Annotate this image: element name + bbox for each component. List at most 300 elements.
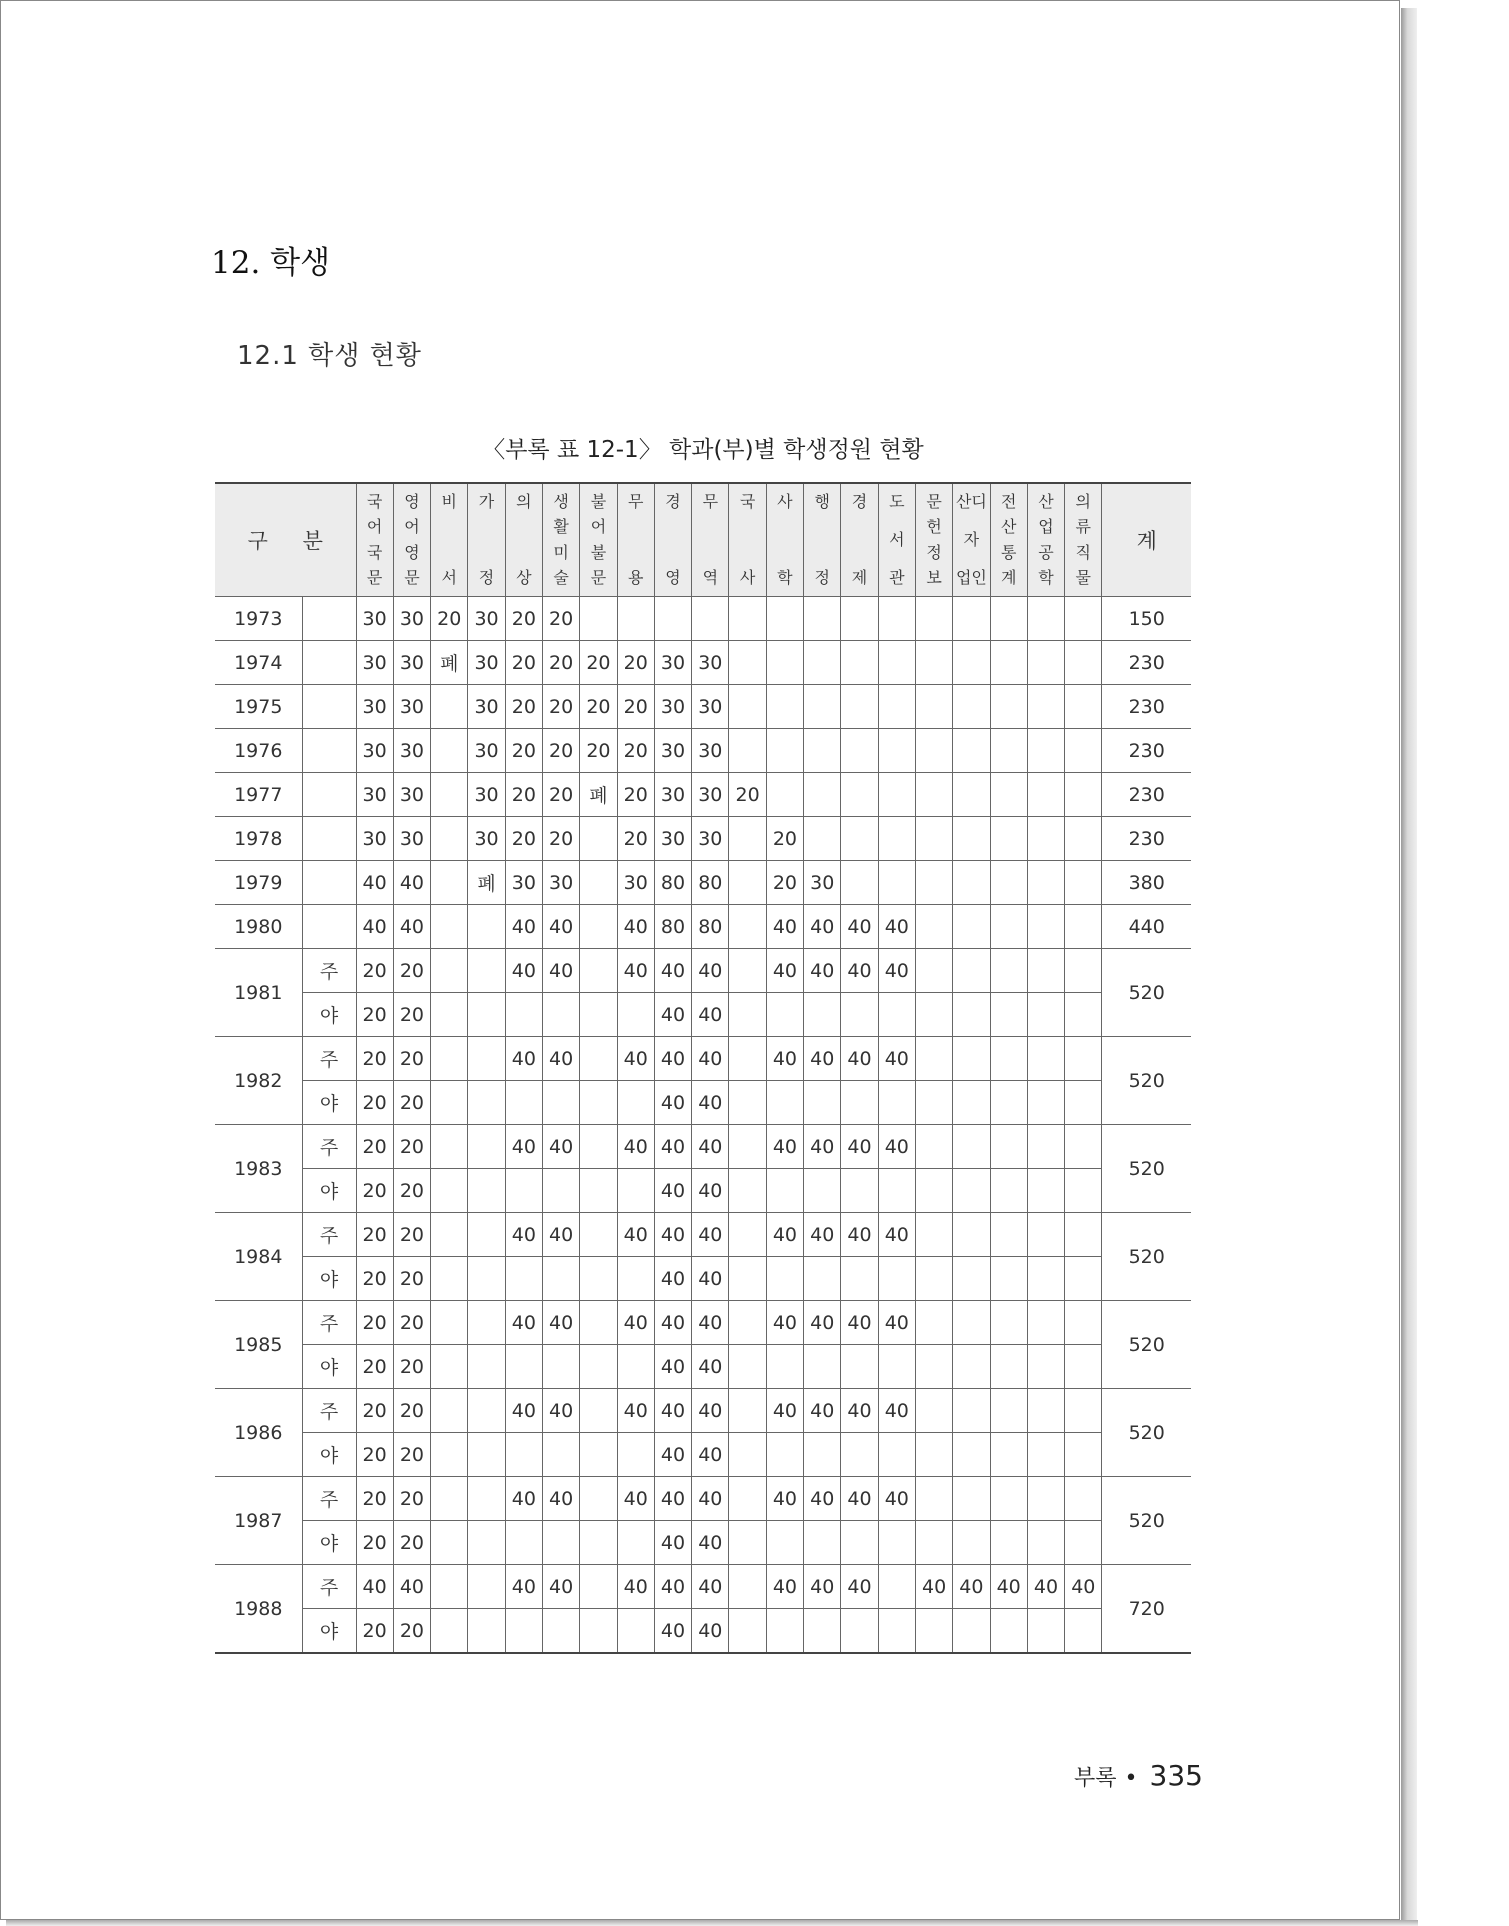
quota-cell	[1027, 861, 1064, 905]
quota-cell: 40	[692, 1521, 729, 1565]
header-dept	[841, 483, 878, 597]
header-dept-char: 사	[739, 568, 756, 587]
quota-cell	[580, 861, 617, 905]
quota-cell	[1027, 1345, 1064, 1389]
quota-cell: 40	[692, 1477, 729, 1521]
quota-cell: 40	[692, 1037, 729, 1081]
header-total: 계	[1102, 483, 1191, 597]
quota-cell	[990, 817, 1027, 861]
quota-cell: 40	[654, 1565, 691, 1609]
quota-cell	[915, 1169, 952, 1213]
quota-cell: 40	[692, 1257, 729, 1301]
quota-cell	[617, 1609, 654, 1654]
table-row	[215, 905, 1191, 949]
quota-cell: 30	[654, 817, 691, 861]
total-cell: 520	[1102, 949, 1191, 1037]
quota-cell	[1065, 1169, 1102, 1213]
quota-cell: 30	[468, 685, 505, 729]
quota-cell: 30	[393, 685, 430, 729]
session-cell	[302, 861, 356, 905]
quota-cell: 40	[542, 1037, 579, 1081]
quota-cell: 30	[356, 641, 393, 685]
quota-cell	[990, 1389, 1027, 1433]
quota-cell	[990, 1213, 1027, 1257]
quota-cell	[468, 905, 505, 949]
session-cell: 주	[302, 1477, 356, 1521]
quota-cell: 20	[393, 1257, 430, 1301]
header-dept-char: 무	[627, 492, 644, 511]
quota-cell	[580, 905, 617, 949]
quota-cell	[915, 773, 952, 817]
quota-cell: 20	[393, 1213, 430, 1257]
total-cell: 230	[1102, 773, 1191, 817]
quota-cell: 40	[542, 1301, 579, 1345]
quota-cell: 20	[393, 1389, 430, 1433]
quota-cell: 40	[841, 1389, 878, 1433]
header-dept-char: 국	[366, 492, 383, 511]
quota-cell	[729, 685, 766, 729]
quota-cell	[729, 861, 766, 905]
quota-cell: 40	[654, 1081, 691, 1125]
total-cell: 230	[1102, 729, 1191, 773]
quota-cell	[878, 993, 915, 1037]
quota-cell: 40	[766, 949, 803, 993]
quota-cell	[431, 729, 468, 773]
quota-cell	[654, 597, 691, 641]
quota-cell: 30	[468, 773, 505, 817]
quota-cell: 40	[393, 861, 430, 905]
quota-cell	[580, 949, 617, 993]
quota-cell	[431, 1301, 468, 1345]
table-row	[215, 1257, 1191, 1301]
quota-cell	[915, 1433, 952, 1477]
quota-cell: 40	[654, 1257, 691, 1301]
footer-label: 부록	[1074, 1766, 1117, 1791]
quota-cell: 40	[766, 1565, 803, 1609]
quota-cell: 30	[356, 773, 393, 817]
quota-cell	[1027, 597, 1064, 641]
quota-cell	[431, 1169, 468, 1213]
table-row	[215, 1565, 1191, 1609]
quota-cell	[1027, 1477, 1064, 1521]
header-dept-char: 관	[889, 568, 905, 587]
year-cell: 1982	[215, 1037, 302, 1125]
quota-cell: 40	[692, 1213, 729, 1257]
quota-cell: 40	[841, 1301, 878, 1345]
total-cell: 520	[1102, 1301, 1191, 1389]
quota-cell	[841, 1433, 878, 1477]
session-cell	[302, 817, 356, 861]
quota-cell	[990, 1609, 1027, 1654]
quota-cell	[1065, 1521, 1102, 1565]
table-row	[215, 773, 1191, 817]
quota-cell: 40	[617, 1477, 654, 1521]
year-cell: 1978	[215, 817, 302, 861]
quota-cell	[431, 993, 468, 1037]
quota-cell: 40	[766, 1389, 803, 1433]
quota-cell	[542, 1609, 579, 1654]
quota-cell: 30	[393, 597, 430, 641]
quota-cell: 40	[505, 1125, 542, 1169]
year-cell: 1973	[215, 597, 302, 641]
session-cell: 주	[302, 1389, 356, 1433]
quota-cell: 40	[1027, 1565, 1064, 1609]
quota-cell: 40	[766, 1125, 803, 1169]
quota-cell: 20	[356, 1081, 393, 1125]
quota-cell: 20	[542, 773, 579, 817]
quota-cell	[1065, 1389, 1102, 1433]
quota-cell: 20	[617, 773, 654, 817]
quota-cell: 40	[841, 905, 878, 949]
quota-cell	[804, 817, 841, 861]
session-cell: 야	[302, 1345, 356, 1389]
quota-cell	[729, 1125, 766, 1169]
header-dept	[617, 483, 654, 597]
header-dept-char: 역	[702, 568, 719, 587]
quota-cell	[766, 993, 803, 1037]
table-row	[215, 1169, 1191, 1213]
header-dept-char: 상	[516, 568, 532, 587]
quota-cell: 30	[692, 773, 729, 817]
quota-cell	[542, 993, 579, 1037]
header-dept	[356, 483, 393, 597]
year-cell: 1975	[215, 685, 302, 729]
quota-cell	[990, 1345, 1027, 1389]
quota-cell: 20	[356, 1433, 393, 1477]
quota-cell: 40	[804, 1301, 841, 1345]
quota-cell: 폐	[468, 861, 505, 905]
total-cell: 230	[1102, 817, 1191, 861]
quota-cell	[505, 1609, 542, 1654]
quota-cell: 40	[692, 1389, 729, 1433]
header-dept-char: 서	[889, 530, 905, 549]
quota-cell	[841, 1521, 878, 1565]
quota-cell	[468, 1037, 505, 1081]
quota-cell	[729, 1345, 766, 1389]
quota-cell	[878, 1345, 915, 1389]
header-dept-char: 용	[627, 568, 644, 587]
student-quota-table	[215, 482, 1191, 1654]
quota-cell: 40	[841, 1565, 878, 1609]
quota-cell	[804, 1081, 841, 1125]
quota-cell	[953, 773, 990, 817]
header-dept-char: 전	[1000, 492, 1017, 511]
quota-cell	[990, 1257, 1027, 1301]
quota-cell: 20	[505, 729, 542, 773]
table-caption: 〈부록 표 12-1〉 학과(부)별 학생정원 현황	[482, 437, 924, 463]
quota-cell	[953, 905, 990, 949]
table-row	[215, 1389, 1191, 1433]
quota-cell	[505, 1081, 542, 1125]
quota-cell	[804, 993, 841, 1037]
quota-cell	[431, 1521, 468, 1565]
header-dept-char: 문	[366, 567, 383, 587]
year-cell: 1979	[215, 861, 302, 905]
header-dept-char: 국	[366, 542, 383, 562]
quota-cell	[953, 1125, 990, 1169]
table-row	[215, 1301, 1191, 1345]
quota-cell: 40	[505, 1037, 542, 1081]
header-dept-char: 헌	[926, 517, 942, 537]
quota-cell	[1027, 1257, 1064, 1301]
quota-cell	[729, 1565, 766, 1609]
quota-cell: 30	[468, 641, 505, 685]
quota-cell: 20	[542, 641, 579, 685]
quota-cell: 40	[654, 949, 691, 993]
year-cell: 1987	[215, 1477, 302, 1565]
header-dept-char: 무	[702, 492, 719, 511]
quota-cell	[915, 1389, 952, 1433]
quota-cell	[431, 1213, 468, 1257]
quota-cell	[1065, 817, 1102, 861]
quota-cell	[580, 1301, 617, 1345]
session-cell	[302, 597, 356, 641]
quota-cell	[505, 993, 542, 1037]
quota-cell: 30	[692, 729, 729, 773]
quota-cell: 40	[841, 1125, 878, 1169]
header-dept-char: 불	[590, 492, 607, 511]
quota-cell: 40	[804, 1213, 841, 1257]
session-cell	[302, 773, 356, 817]
quota-cell: 20	[505, 773, 542, 817]
header-dept-char: 정	[478, 568, 495, 587]
quota-cell: 40	[878, 1477, 915, 1521]
total-cell: 440	[1102, 905, 1191, 949]
header-dept-char: 문	[590, 567, 607, 587]
quota-cell	[841, 1081, 878, 1125]
quota-cell: 40	[878, 1301, 915, 1345]
quota-cell: 20	[766, 861, 803, 905]
quota-cell: 40	[953, 1565, 990, 1609]
quota-cell: 40	[542, 1125, 579, 1169]
quota-cell: 40	[654, 1301, 691, 1345]
quota-cell: 30	[692, 641, 729, 685]
quota-cell	[729, 1389, 766, 1433]
quota-cell: 40	[505, 1213, 542, 1257]
quota-cell	[1027, 1125, 1064, 1169]
quota-cell	[953, 1345, 990, 1389]
quota-cell	[915, 1257, 952, 1301]
table-row	[215, 1081, 1191, 1125]
table-row	[215, 949, 1191, 993]
quota-cell	[580, 1345, 617, 1389]
table-row	[215, 1521, 1191, 1565]
quota-cell: 40	[617, 949, 654, 993]
header-dept-char: 활	[553, 517, 569, 537]
header-dept	[505, 483, 542, 597]
year-cell: 1986	[215, 1389, 302, 1477]
session-cell: 야	[302, 1257, 356, 1301]
quota-cell: 20	[542, 729, 579, 773]
session-cell: 야	[302, 1609, 356, 1654]
quota-cell	[990, 729, 1027, 773]
quota-cell: 40	[692, 1609, 729, 1654]
quota-cell	[729, 1521, 766, 1565]
total-cell: 520	[1102, 1037, 1191, 1125]
quota-cell: 40	[617, 1037, 654, 1081]
quota-cell	[1065, 905, 1102, 949]
session-cell: 야	[302, 1169, 356, 1213]
quota-cell	[505, 1345, 542, 1389]
quota-cell: 20	[617, 641, 654, 685]
quota-cell	[953, 949, 990, 993]
quota-cell	[729, 817, 766, 861]
quota-cell	[729, 1433, 766, 1477]
quota-cell	[580, 1081, 617, 1125]
year-cell: 1988	[215, 1565, 302, 1654]
quota-cell: 40	[505, 1301, 542, 1345]
page-edge-shadow	[1401, 8, 1417, 1922]
quota-cell	[953, 1433, 990, 1477]
quota-cell	[1027, 641, 1064, 685]
quota-cell	[804, 685, 841, 729]
quota-cell: 폐	[580, 773, 617, 817]
quota-cell: 30	[692, 817, 729, 861]
header-dept	[692, 483, 729, 597]
quota-cell: 40	[356, 905, 393, 949]
header-dept-char: 어	[404, 517, 420, 537]
quota-cell	[915, 861, 952, 905]
quota-cell: 40	[542, 949, 579, 993]
quota-cell: 30	[542, 861, 579, 905]
header-dept-char: 영	[404, 542, 420, 562]
quota-cell	[431, 1389, 468, 1433]
quota-cell: 20	[393, 1301, 430, 1345]
quota-cell	[692, 597, 729, 641]
quota-cell: 20	[356, 1609, 393, 1654]
quota-cell	[766, 1081, 803, 1125]
header-dept-char: 문	[404, 567, 420, 587]
table-row	[215, 1213, 1191, 1257]
quota-cell	[915, 641, 952, 685]
header-dept-char: 영	[665, 568, 681, 587]
quota-cell: 30	[393, 641, 430, 685]
quota-cell: 20	[393, 993, 430, 1037]
quota-cell	[580, 817, 617, 861]
year-cell: 1984	[215, 1213, 302, 1301]
table-body	[215, 597, 1191, 1654]
quota-cell	[766, 1169, 803, 1213]
quota-cell	[1065, 993, 1102, 1037]
quota-cell	[953, 1477, 990, 1521]
quota-cell: 20	[580, 729, 617, 773]
quota-cell: 40	[654, 1433, 691, 1477]
quota-cell	[990, 1125, 1027, 1169]
quota-cell	[953, 685, 990, 729]
quota-cell	[953, 1301, 990, 1345]
quota-cell: 40	[654, 1169, 691, 1213]
quota-cell	[953, 1257, 990, 1301]
quota-cell: 40	[692, 1301, 729, 1345]
header-dept	[468, 483, 505, 597]
quota-cell: 20	[356, 1257, 393, 1301]
section-title: 12.1 학생 현황	[237, 341, 422, 371]
quota-cell	[1065, 641, 1102, 685]
header-dept	[804, 483, 841, 597]
total-cell: 520	[1102, 1125, 1191, 1213]
quota-cell	[1065, 1213, 1102, 1257]
quota-cell	[617, 1433, 654, 1477]
quota-cell	[1065, 1301, 1102, 1345]
quota-cell: 40	[692, 949, 729, 993]
quota-cell	[431, 1037, 468, 1081]
quota-cell	[990, 949, 1027, 993]
header-dept-char: 생	[553, 492, 569, 511]
quota-cell	[729, 729, 766, 773]
quota-cell	[804, 1345, 841, 1389]
table-row	[215, 729, 1191, 773]
header-dept	[729, 483, 766, 597]
quota-cell: 80	[654, 861, 691, 905]
quota-cell	[617, 1521, 654, 1565]
quota-cell: 20	[505, 817, 542, 861]
quota-cell	[729, 1213, 766, 1257]
quota-cell	[915, 1213, 952, 1257]
quota-cell: 40	[878, 1213, 915, 1257]
quota-cell: 40	[542, 1389, 579, 1433]
quota-cell: 40	[878, 1389, 915, 1433]
quota-cell	[580, 993, 617, 1037]
quota-cell	[729, 1257, 766, 1301]
year-cell: 1976	[215, 729, 302, 773]
header-dept-char: 정	[814, 568, 830, 587]
quota-cell: 20	[505, 597, 542, 641]
quota-cell	[841, 861, 878, 905]
header-dept-char: 서	[441, 568, 457, 587]
quota-cell	[915, 1081, 952, 1125]
quota-cell	[1027, 685, 1064, 729]
quota-cell: 30	[356, 597, 393, 641]
quota-cell	[953, 861, 990, 905]
quota-cell: 40	[542, 1213, 579, 1257]
header-dept-char: 산디	[955, 492, 987, 511]
quota-cell	[468, 1125, 505, 1169]
quota-cell: 40	[654, 993, 691, 1037]
quota-cell	[1027, 949, 1064, 993]
quota-cell: 40	[878, 905, 915, 949]
quota-cell	[1027, 817, 1064, 861]
quota-cell: 40	[393, 1565, 430, 1609]
quota-cell	[580, 1169, 617, 1213]
quota-cell: 20	[393, 1433, 430, 1477]
quota-cell	[468, 1389, 505, 1433]
session-cell: 주	[302, 1565, 356, 1609]
quota-cell	[468, 1081, 505, 1125]
quota-cell: 20	[356, 1213, 393, 1257]
chapter-title: 12. 학생	[211, 245, 331, 281]
quota-cell	[1027, 1301, 1064, 1345]
quota-cell	[953, 729, 990, 773]
quota-cell	[804, 1257, 841, 1301]
quota-cell: 40	[617, 1389, 654, 1433]
session-cell: 야	[302, 1433, 356, 1477]
table-row	[215, 1125, 1191, 1169]
quota-cell: 20	[542, 685, 579, 729]
footer-separator: •	[1124, 1766, 1138, 1791]
table-row	[215, 993, 1191, 1037]
quota-cell	[1027, 1037, 1064, 1081]
quota-cell: 30	[468, 597, 505, 641]
quota-cell: 30	[804, 861, 841, 905]
quota-cell	[915, 817, 952, 861]
quota-cell	[1065, 685, 1102, 729]
quota-cell: 30	[356, 685, 393, 729]
quota-cell	[841, 729, 878, 773]
quota-cell	[878, 773, 915, 817]
quota-cell: 20	[393, 1037, 430, 1081]
quota-cell	[915, 1609, 952, 1654]
header-dept-char: 계	[1000, 567, 1017, 587]
